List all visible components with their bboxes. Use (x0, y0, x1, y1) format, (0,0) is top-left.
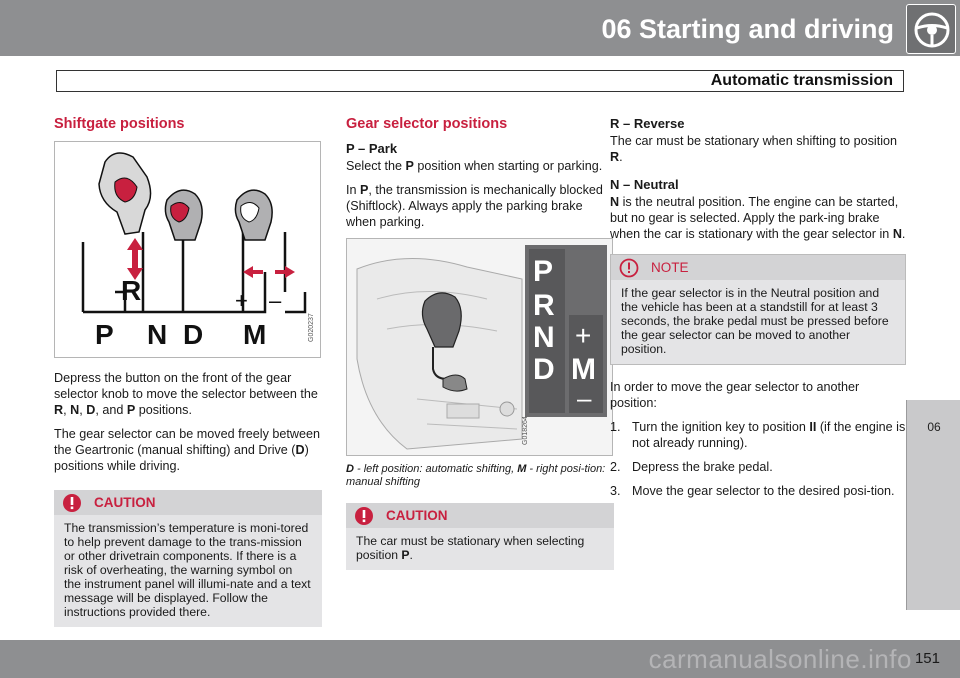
shiftgate-para-1: Depress the button on the front of the gear selector knob to move the selector between the R, N, D, and P positions. (54, 371, 318, 417)
gate-letter-p: P (95, 319, 114, 350)
shiftgate-figure (54, 141, 321, 358)
caution-text-2: The car must be stationary when selecting position P. (356, 534, 585, 562)
page-number: 151 (914, 650, 940, 667)
caution-header (54, 490, 322, 515)
selector-plus: + (575, 320, 592, 351)
step-item: 3. Move the gear selector to the desired posi-tion. (610, 484, 895, 498)
updown-arrow (127, 238, 143, 280)
shiftgate-heading: Shiftgate positions (54, 116, 185, 132)
selector-letter-n: N (533, 321, 555, 354)
right-arrow (275, 266, 295, 278)
gate-plus: + (235, 288, 248, 313)
neutral-para: N is the neutral position. The engine can be started, but no gear is selected. Apply the park-ing brake when the car is stationary with the gear selector in N. (610, 195, 906, 241)
watermark: carmanualsonline.info (648, 644, 912, 674)
gate-minus: – (269, 288, 282, 313)
info-icon (619, 258, 639, 278)
steering-wheel-icon (913, 11, 951, 49)
note-text: If the gear selector is in the Neutral position and the vehicle has been at a standstill for at least 3 seconds, the brake pedal must be pressed before the gear selector can be moved to another position. (621, 286, 889, 356)
section-bar (56, 70, 904, 92)
column-shiftgate (54, 116, 322, 627)
column-positions (610, 116, 906, 507)
gear-selector-heading: Gear selector positions (346, 116, 508, 132)
section-title: Automatic transmission (710, 72, 893, 89)
gate-letter-n: N (147, 319, 168, 350)
caution-text: The transmission’s temperature is moni-tored to help prevent damage to the trans-mission or other drivetrain components. If there is a risk of overheating, the warning symbol on the instrument panel will illumi-nate and a text message will be displayed. Follow the instructions provided there. (64, 521, 311, 619)
note-label: NOTE (651, 260, 689, 275)
steps-intro: In order to move the gear selector to another position: (610, 380, 860, 410)
caution-header-2 (346, 503, 614, 528)
gear-selector-figure (346, 238, 613, 456)
park-para-1: Select the P position when starting or parking. (346, 159, 603, 173)
park-para-2: In P, the transmission is mechanically blocked (Shiftlock). Always apply the parking brake when parking. (346, 183, 603, 229)
gear-selector-illustration (347, 239, 612, 455)
step-item: 1. Turn the ignition key to position II (if the engine is not already running). (610, 420, 906, 450)
gate-letter-r: R (121, 275, 142, 306)
caution-box-park (346, 503, 614, 570)
selector-letter-d: D (533, 353, 555, 386)
gate-letter-d: D (183, 319, 204, 350)
console-outline (357, 258, 522, 449)
chapter-side-tab[interactable] (906, 400, 960, 610)
note-box (610, 254, 906, 365)
neutral-heading: N – Neutral (610, 177, 679, 192)
left-arrow (243, 266, 263, 278)
park-heading: P – Park (346, 141, 398, 156)
note-header (611, 255, 905, 280)
steps-list (610, 419, 906, 499)
chapter-title: 06 Starting and driving (601, 14, 894, 44)
figure-code-2: G018264 (522, 416, 529, 445)
warning-icon (354, 506, 374, 526)
side-tab-label: 06 (927, 420, 941, 434)
column-gear-selector (346, 116, 614, 570)
reverse-heading: R – Reverse (610, 116, 685, 131)
chapter-icon-box (906, 4, 956, 54)
header-bar (0, 0, 960, 56)
footer-bar (0, 640, 960, 678)
figure-code: G020237 (308, 313, 315, 342)
caution-box-temperature (54, 490, 322, 627)
shiftgate-illustration (55, 142, 320, 357)
selector-letter-p: P (533, 255, 554, 288)
reverse-para: The car must be stationary when shifting to position R. (610, 134, 898, 164)
warning-icon (62, 493, 82, 513)
caution-label: CAUTION (94, 495, 156, 510)
gate-letter-m: M (243, 319, 267, 350)
selector-letter-m: M (571, 353, 596, 386)
selector-letter-r: R (533, 289, 555, 322)
step-item: 2. Depress the brake pedal. (610, 460, 773, 474)
shiftgate-para-2: The gear selector can be moved freely between the Geartronic (manual shifting) and Drive (D) positions while driving. (54, 427, 321, 473)
caution-label-2: CAUTION (386, 508, 448, 523)
gear-selector-caption: D - left position: automatic shifting, M - right posi-tion: manual shifting (346, 463, 606, 488)
selector-minus: – (577, 383, 592, 413)
